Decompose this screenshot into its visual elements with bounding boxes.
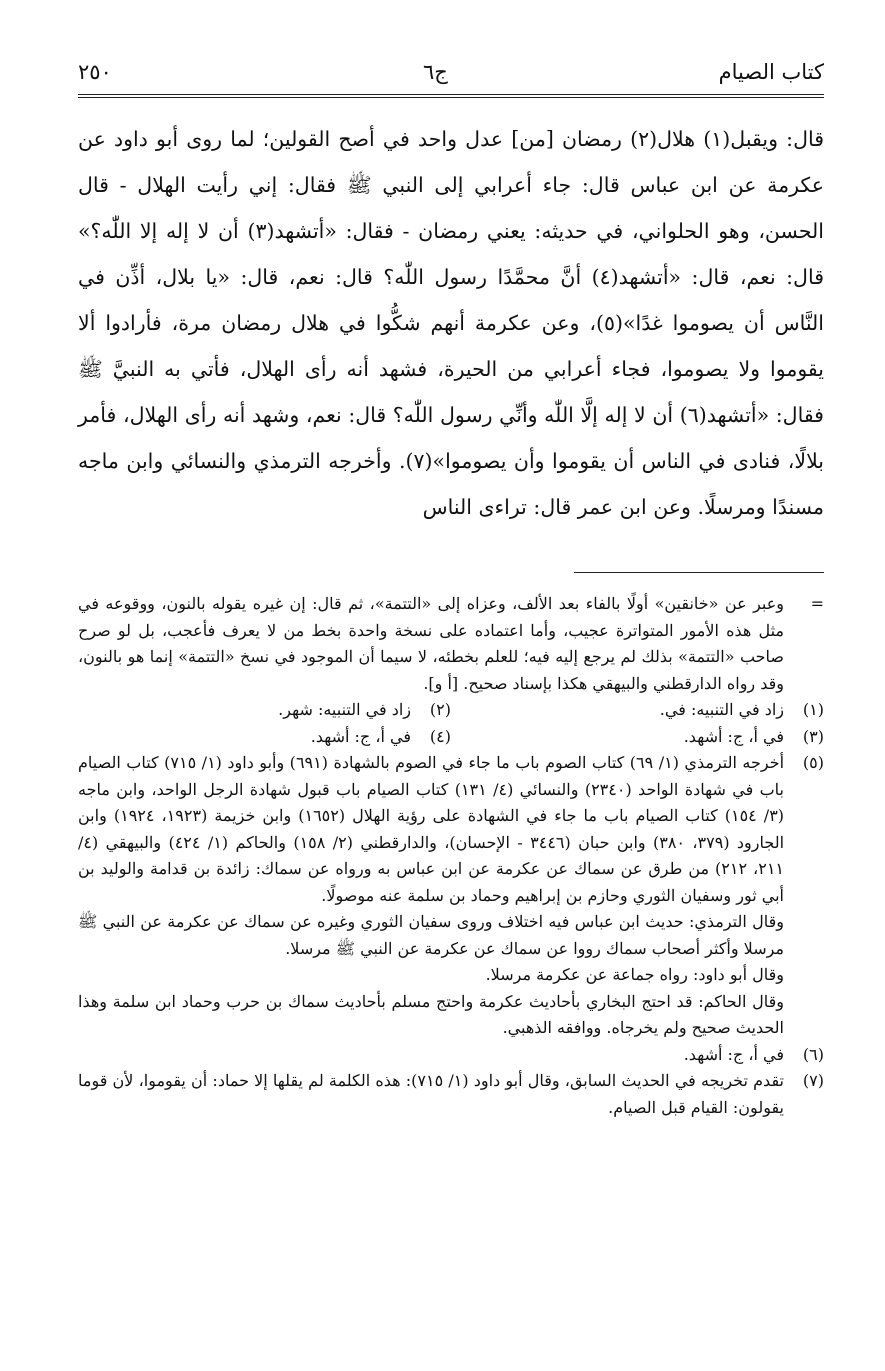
- footnote-text: زاد في التنبيه: في.: [659, 700, 784, 719]
- footnote-text: تقدم تخريجه في الحديث السابق، وقال أبو داود (١/ ٧١٥): هذه الكلمة لم يقلها إلا حماد: أن يقوموا، لأن قوما يقولون: القيام قبل الصيام.: [78, 1071, 784, 1117]
- footnote-continued: [78, 591, 824, 697]
- footnote-text: في أ، ج: أشهد.: [683, 726, 784, 746]
- volume-label: ج٦: [423, 60, 448, 84]
- footnote-text: وقال الحاكم: قد احتج البخاري بأحاديث عكرمة واحتج مسلم بأحاديث سماك بن حرب وحماد ابن سلمة وهذا الحديث صحيح ولم يخرجاه. ووافقه الذهبي.: [78, 991, 784, 1037]
- footnote-number: (٢): [429, 700, 451, 719]
- footnote-2: [78, 697, 451, 724]
- footnote-number: (٥): [802, 753, 824, 772]
- footnotes: [78, 591, 824, 1121]
- footnote-text: في أ، ج: أشهد.: [683, 1044, 784, 1064]
- page: [78, 56, 824, 1121]
- footnote-text: وقال الترمذي: حديث ابن عباس فيه اختلاف وروى سفيان الثوري وغيره عن سماك عن عكرمة عن النبي ﷺ مرسلا وأكثر أصحاب سماك رووا عن سماك عن عكرمة عن النبي ﷺ مرسلا.: [78, 912, 784, 958]
- footnote-1: [451, 697, 824, 724]
- footnote-5: [78, 750, 824, 1042]
- footnote-4: [78, 724, 451, 751]
- header-divider: [78, 94, 824, 98]
- footnote-number: (٣): [802, 726, 824, 746]
- footnote-separator: [574, 572, 824, 573]
- footnote-7: [78, 1068, 824, 1121]
- footnote-3: [451, 724, 824, 751]
- footnote-row: [78, 724, 824, 751]
- page-header: [78, 56, 824, 90]
- page-number: ٢٥٠: [78, 60, 112, 84]
- footnote-text: في أ، ج: أشهد.: [310, 726, 411, 746]
- footnote-text: وقال أبو داود: رواه جماعة عن عكرمة مرسلا.: [485, 965, 784, 984]
- footnote-marker: =: [810, 594, 824, 613]
- footnote-number: (٤): [429, 726, 451, 746]
- book-title: كتاب الصيام: [718, 60, 824, 84]
- footnote-text: زاد في التنبيه: شهر.: [278, 700, 411, 719]
- main-body-text: قال: ويقبل(١) هلال(٢) رمضان [من] عدل واحد في أصح القولين؛ لما روى أبو داود عن عكرمة عن ابن عباس قال: جاء أعرابي إلى النبي ﷺ فقال: إني رأيت الهلال - قال الحسن، وهو الحلواني، في حديثه: يعني رمضان - فقال: «أتشهد(٣) أن لا إله إلا اللّٰه؟» قال: نعم، قال: «أتشهد(٤) أنَّ محمَّدًا رسول اللّٰه؟ قال: نعم، قال: «يا بلال، أذِّن في النَّاس أن يصوموا غدًا»(٥)، وعن عكرمة أنهم شكُّوا في هلال رمضان مرة، فأرادوا ألا يقوموا ولا يصوموا، فجاء أعرابي من الحيرة، فشهد أنه رأى الهلال، فأتي به النبيَّ ﷺ فقال: «أتشهد(٦) أن لا إله إلَّا اللّٰه وأنِّي رسول اللّٰه؟ قال: نعم، وشهد أنه رأى الهلال، فأمر بلالًا، فنادى في الناس أن يقوموا وأن يصوموا»(٧). وأخرجه الترمذي والنسائي وابن ماجه مسندًا ومرسلًا. وعن ابن عمر قال: تراءى الناس: [78, 127, 825, 519]
- footnote-number: (٦): [802, 1044, 824, 1064]
- footnote-text: وعبر عن «خانقين» أولًا بالفاء بعد الألف، وعزاه إلى «التتمة»، ثم قال: إن غيره يقوله بالنون، ووقوعه في مثل هذه الأمور المتواترة عجيب، وأما اعتماده على نسخة واحدة بخط من لا يعرف فأعجب، بل لو صرح صاحب «التتمة» بذلك لم يرجع إليه فيه؛ للعلم بخطئه، لا سيما أن الموجود في نسخ «التتمة» إنما هو بالنون، وقد رواه الدارقطني والبيهقي هكذا بإسناد صحيح. [أ و].: [78, 594, 785, 693]
- footnote-number: (٧): [802, 1071, 824, 1090]
- footnote-text: أخرجه الترمذي (١/ ٦٩) كتاب الصوم باب ما جاء في الصوم بالشهادة (٦٩١) وأبو داود (١/ ٧١٥) كتاب الصيام باب في شهادة الواحد (٢٣٤٠) والنسائي (٤/ ١٣١) كتاب الصيام باب قبول شهادة الرجل الواحد، وابن ماجه (٣/ ١٥٤) كتاب الصيام باب ما جاء في الشهادة على رؤية الهلال (١٦٥٢) وابن خزيمة (١٩٢٣، ١٩٢٤) وابن الجارود (٣٧٩، ٣٨٠) وابن حبان (٣٤٤٦ - الإحسان)، والدارقطني (٢/ ١٥٨) والحاكم (١/ ٤٢٤) والبيهقي (٤/ ٢١١، ٢١٢) من طرق عن سماك عن عكرمة عن ابن عباس به ورواه عن سماك: زائدة بن قدامة والوليد بن أبي ثور وسفيان الثوري وحازم بن إبراهيم وحماد بن سلمة عنه موصولًا.: [78, 753, 785, 905]
- footnote-6: [78, 1042, 824, 1069]
- footnote-number: (١): [802, 700, 824, 719]
- footnote-row: [78, 697, 824, 724]
